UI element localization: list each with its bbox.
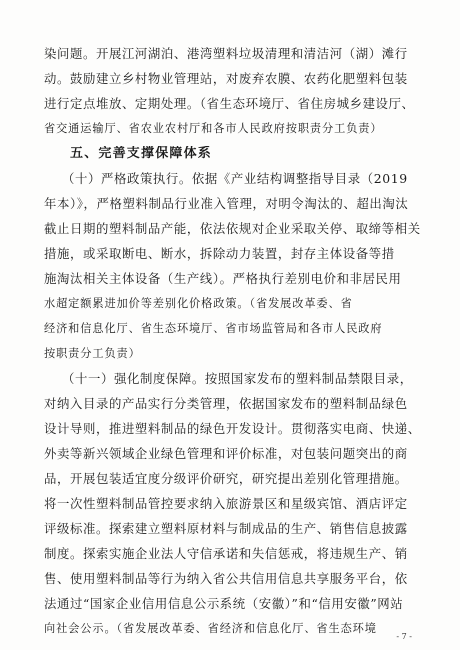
body-text-line: 售、使用塑料制品等行为纳入省公共信用信息共享服务平台，依 bbox=[44, 571, 408, 586]
body-text-line: 措施，或采取断电、断水，拆除动力装置，封存主体设备等措 bbox=[44, 246, 395, 261]
page-number: - 7 - bbox=[396, 632, 412, 641]
body-text-line: 截止日期的塑料制品产能，依法依规对企业采取关停、取缔等相关 bbox=[44, 221, 421, 236]
body-text-line: 设计导则，推进塑料制品的绿色开发设计。贯彻落实电商、快递、 bbox=[44, 421, 421, 436]
body-text-line: 将一次性塑料制品管控要求纳入旅游景区和星级宾馆、酒店评定 bbox=[44, 496, 408, 511]
body-text-line: 进行定点堆放、定期处理。（省生态环境厅、省住房城乡建设厅、 bbox=[44, 96, 415, 111]
body-text-line: 按职责分工负责） bbox=[44, 347, 141, 360]
body-text-line: 评级标准。探索建立塑料原材料与制成品的生产、销售信息披露 bbox=[44, 521, 408, 536]
body-text-line: 省交通运输厅、省农业农村厅和各市人民政府按职责分工负责） bbox=[44, 122, 383, 135]
section-heading: 五、完善支撑保障体系 bbox=[70, 146, 213, 161]
body-text-line: 对纳入目录的产品实行分类管理，依据国家发布的塑料制品绿色 bbox=[44, 396, 408, 411]
body-text-line: 经济和信息化厅、省生态环境厅、省市场监管局和各市人民政府 bbox=[44, 322, 383, 335]
paragraph-start-line: （十一）强化制度保障。按照国家发布的塑料制品禁限目录， bbox=[62, 371, 413, 386]
body-text-line: 品，开展包装适宜度分级评价研究，研究提出差别化管理措施。 bbox=[44, 471, 408, 486]
body-text-line: 制度。探索实施企业法人守信承诺和失信惩戒，将违规生产、销 bbox=[44, 546, 408, 561]
body-text-line: 法通过“国家企业信用信息公示系统（安徽）”和“信用安徽”网站 bbox=[44, 596, 404, 611]
body-text-line: 向社会公示。（省发展改革委、省经济和信息化厅、省生态环境 bbox=[44, 622, 377, 635]
body-text-line: 外卖等新兴领域企业绿色管理和评价标准，对包装问题突出的商 bbox=[44, 446, 408, 461]
paragraph-start-line: （十）严格政策执行。依据《产业结构调整指导目录（2019 bbox=[62, 171, 408, 186]
body-text-line: 动。鼓励建立乡村物业管理站，对废弃农膜、农药化肥塑料包装 bbox=[44, 71, 408, 86]
body-text-line: 染问题。开展江河湖泊、港湾塑料垃圾清理和清洁河（湖）滩行 bbox=[44, 46, 408, 61]
body-text-line: 施淘汰相关主体设备（生产线）。严格执行差别电价和非居民用 bbox=[44, 271, 402, 286]
body-text-line: 水超定额累进加价等差别化价格政策。（省发展改革委、省 bbox=[44, 297, 353, 310]
body-text-line: 年本）》，严格塑料制品行业准入管理，对明令淘汰的、超出淘汰 bbox=[44, 196, 409, 211]
